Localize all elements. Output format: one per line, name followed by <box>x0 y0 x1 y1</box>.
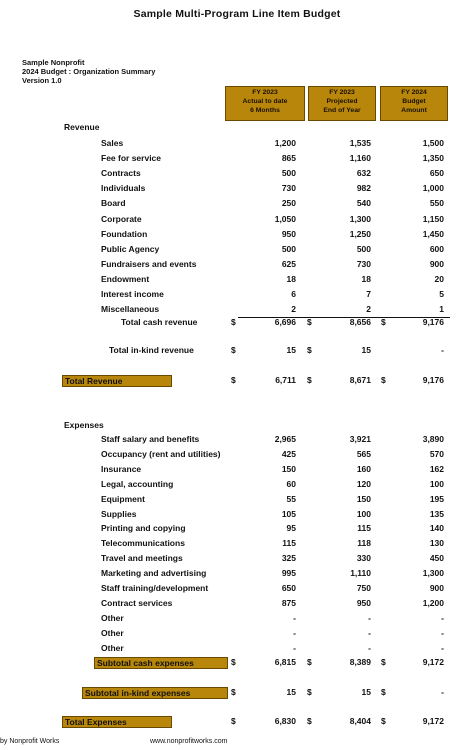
table-row <box>0 523 474 538</box>
value-actual: 730 <box>281 183 296 194</box>
value-budget: 1,500 <box>422 138 444 148</box>
column-header-line: FY 2023 <box>252 89 278 96</box>
value-actual: 425 <box>281 448 296 459</box>
value-projected: 1,250 <box>349 228 371 239</box>
table-row <box>0 198 474 213</box>
currency-sign: $ <box>307 345 312 355</box>
row-label: Total Expenses <box>62 716 172 728</box>
value-actual: 15 <box>286 687 296 697</box>
budget-line: 2024 Budget : Organization Summary <box>22 67 156 76</box>
value-actual: 115 <box>282 538 296 549</box>
table-row <box>0 259 474 274</box>
value-budget: 135 <box>429 508 444 519</box>
table-row <box>0 583 474 598</box>
row-label: Foundation <box>101 228 148 239</box>
table-row <box>0 168 474 183</box>
value-budget: 1,200 <box>422 597 444 608</box>
value-budget: 140 <box>429 523 444 534</box>
value-budget: 570 <box>429 448 444 459</box>
currency-sign: $ <box>381 687 386 697</box>
value-actual: 2 <box>291 304 296 315</box>
currency-sign: $ <box>231 375 236 385</box>
value-actual: 6,711 <box>275 375 296 385</box>
value-actual: 105 <box>281 508 296 519</box>
value-budget: 600 <box>429 243 444 254</box>
value-projected: 982 <box>356 183 371 194</box>
currency-sign: $ <box>307 657 312 667</box>
currency-sign: $ <box>381 657 386 667</box>
value-budget: 5 <box>439 289 444 299</box>
table-row <box>0 289 474 304</box>
value-projected: 500 <box>356 243 371 254</box>
table-row <box>0 538 474 553</box>
row-label: Contracts <box>101 168 141 179</box>
value-budget: 3,890 <box>422 434 444 444</box>
value-actual: 2,965 <box>274 434 296 444</box>
column-header-actual <box>225 86 305 121</box>
table-row <box>0 568 474 583</box>
value-actual: 950 <box>281 228 296 239</box>
value-budget: 20 <box>434 273 444 284</box>
revenue-heading: Revenue <box>64 122 100 132</box>
row-label: Contract services <box>101 597 173 608</box>
value-projected: 15 <box>361 345 371 355</box>
currency-sign: $ <box>231 687 236 697</box>
row-label: Public Agency <box>101 243 160 254</box>
expenses-heading: Expenses <box>64 420 104 430</box>
currency-sign: $ <box>231 317 236 327</box>
value-projected: 8,656 <box>349 317 371 327</box>
value-budget: 450 <box>429 553 444 564</box>
value-projected: 2 <box>366 304 371 315</box>
value-projected: 100 <box>356 508 371 519</box>
column-header-projected <box>308 86 376 121</box>
row-label: Corporate <box>101 213 142 224</box>
table-row <box>0 479 474 494</box>
table-row <box>0 628 474 643</box>
row-label: Board <box>101 198 126 209</box>
total-expenses-row <box>0 716 474 731</box>
table-row <box>0 598 474 613</box>
row-label: Travel and meetings <box>101 553 183 564</box>
value-actual: 625 <box>281 258 296 269</box>
currency-sign: $ <box>231 657 236 667</box>
value-projected: 750 <box>356 583 371 593</box>
currency-sign: $ <box>307 716 312 726</box>
value-projected: 1,110 <box>350 568 371 579</box>
value-projected: 1,160 <box>349 153 371 164</box>
column-header-line: Projected <box>326 98 358 105</box>
value-actual: - <box>293 627 296 638</box>
value-projected: 120 <box>356 478 371 489</box>
value-actual: 865 <box>281 153 296 164</box>
value-actual: 95 <box>286 523 296 534</box>
column-header-line: End of Year <box>323 107 361 114</box>
value-actual: 500 <box>281 243 296 254</box>
version-label: Version 1.0 <box>22 76 62 85</box>
value-actual: 15 <box>286 345 296 355</box>
column-header-line: Actual to date <box>242 98 288 105</box>
value-actual: 6,830 <box>274 716 296 726</box>
row-label: Equipment <box>101 493 145 504</box>
row-label: Staff salary and benefits <box>101 434 200 444</box>
value-budget: 900 <box>429 258 444 269</box>
value-budget: 650 <box>429 168 444 179</box>
value-actual: - <box>293 642 296 653</box>
table-row <box>0 434 474 449</box>
value-budget: 1,000 <box>422 183 444 194</box>
column-header-line: 6 Months <box>250 107 280 114</box>
table-row <box>0 509 474 524</box>
value-actual: 1,200 <box>274 138 296 148</box>
row-label: Subtotal cash expenses <box>94 657 228 669</box>
value-budget: 1,350 <box>422 153 444 164</box>
row-label: Endowment <box>101 273 150 284</box>
row-label: Other <box>101 612 124 623</box>
total-revenue-row <box>0 375 474 390</box>
currency-sign: $ <box>381 317 386 327</box>
row-label: Individuals <box>101 183 146 194</box>
value-budget: - <box>441 345 444 355</box>
total-inkind-revenue-row <box>0 345 474 360</box>
table-row <box>0 229 474 244</box>
value-budget: 9,172 <box>422 716 444 726</box>
currency-sign: $ <box>307 375 312 385</box>
value-budget: 1 <box>439 304 444 315</box>
value-budget: - <box>441 687 444 697</box>
column-header-budget <box>380 86 448 121</box>
value-projected: 15 <box>361 687 371 697</box>
value-projected: - <box>368 612 371 623</box>
currency-sign: $ <box>381 375 386 385</box>
row-label: Printing and copying <box>101 523 186 534</box>
row-label: Occupancy (rent and utilities) <box>101 448 221 459</box>
value-actual: 150 <box>281 463 296 474</box>
table-row <box>0 274 474 289</box>
row-label: Telecommunications <box>101 538 185 549</box>
total-cash-revenue-row <box>0 317 474 332</box>
value-budget: - <box>441 642 444 653</box>
page-title: Sample Multi-Program Line Item Budget <box>133 8 341 20</box>
row-label: Other <box>101 642 124 653</box>
value-budget: 195 <box>429 493 444 504</box>
row-label: Sales <box>101 138 124 148</box>
value-budget: 100 <box>429 478 444 489</box>
currency-sign: $ <box>381 716 386 726</box>
row-label: Staff training/development <box>101 583 209 593</box>
value-actual: 250 <box>281 198 296 209</box>
value-projected: 3,921 <box>349 434 371 444</box>
row-label: Miscellaneous <box>101 304 160 315</box>
value-actual: 6,815 <box>274 657 296 667</box>
row-label: Subtotal in-kind expenses <box>82 687 228 699</box>
table-row <box>0 153 474 168</box>
value-projected: 632 <box>356 168 371 179</box>
row-label: Marketing and advertising <box>101 568 207 579</box>
org-name: Sample Nonprofit <box>22 58 85 67</box>
value-budget: 9,176 <box>422 375 444 385</box>
row-label: Total cash revenue <box>121 317 198 327</box>
value-actual: 1,050 <box>274 213 296 224</box>
table-row <box>0 613 474 628</box>
row-label: Total in-kind revenue <box>109 345 194 355</box>
currency-sign: $ <box>231 716 236 726</box>
currency-sign: $ <box>231 345 236 355</box>
column-header-line: Budget <box>402 98 426 105</box>
value-actual: 60 <box>286 478 296 489</box>
value-budget: 1,300 <box>422 568 444 579</box>
table-row <box>0 244 474 259</box>
value-projected: 7 <box>366 289 371 299</box>
value-projected: 150 <box>356 493 371 504</box>
value-budget: 550 <box>429 198 444 209</box>
row-label: Insurance <box>101 463 142 474</box>
value-budget: 1,150 <box>422 213 444 224</box>
table-row <box>0 494 474 509</box>
table-row <box>0 449 474 464</box>
value-budget: 900 <box>429 583 444 593</box>
table-row <box>0 214 474 229</box>
currency-sign: $ <box>307 687 312 697</box>
value-projected: 18 <box>361 273 371 284</box>
value-projected: 730 <box>356 258 371 269</box>
table-row <box>0 553 474 568</box>
row-label: Other <box>101 627 124 638</box>
value-actual: 6 <box>291 289 296 299</box>
value-actual: 325 <box>281 553 296 564</box>
value-actual: 650 <box>281 583 296 593</box>
row-label: Legal, accounting <box>101 478 174 489</box>
table-row <box>0 464 474 479</box>
value-budget: 1,450 <box>422 228 444 239</box>
row-label: Fee for service <box>101 153 162 164</box>
value-budget: 9,176 <box>422 317 444 327</box>
value-projected: 540 <box>356 198 371 209</box>
value-projected: 8,389 <box>349 657 371 667</box>
table-row <box>0 183 474 198</box>
footer-credit: by Nonprofit Works <box>0 738 60 745</box>
value-projected: 1,535 <box>349 138 371 148</box>
value-projected: 160 <box>356 463 371 474</box>
value-projected: 8,671 <box>349 375 371 385</box>
value-actual: 18 <box>286 273 296 284</box>
column-header-line: Amount <box>401 107 427 114</box>
value-actual: 6,696 <box>274 317 296 327</box>
row-label: Total Revenue <box>62 375 172 387</box>
value-budget: - <box>441 627 444 638</box>
value-projected: 115 <box>357 523 371 534</box>
row-label: Interest income <box>101 289 164 299</box>
row-label: Fundraisers and events <box>101 258 197 269</box>
currency-sign: $ <box>307 317 312 327</box>
value-actual: 500 <box>281 168 296 179</box>
table-row <box>0 138 474 153</box>
value-budget: 9,172 <box>422 657 444 667</box>
table-row <box>0 643 474 658</box>
value-actual: 875 <box>281 597 296 608</box>
value-budget: 130 <box>429 538 444 549</box>
value-projected: 1,300 <box>349 213 371 224</box>
column-header-line: FY 2023 <box>329 89 355 96</box>
value-projected: 8,404 <box>349 716 371 726</box>
value-actual: 995 <box>281 568 296 579</box>
value-projected: 330 <box>356 553 371 564</box>
value-budget: - <box>441 612 444 623</box>
value-projected: - <box>368 627 371 638</box>
subtotal-inkind-expenses-row <box>0 687 474 702</box>
footer-website[interactable]: www.nonprofitworks.com <box>150 738 228 745</box>
row-label: Supplies <box>101 508 137 519</box>
value-budget: 162 <box>429 463 444 474</box>
subtotal-cash-expenses-row <box>0 657 474 672</box>
value-projected: 565 <box>356 448 371 459</box>
column-header-line: FY 2024 <box>401 89 427 96</box>
value-actual: - <box>293 612 296 623</box>
value-projected: 950 <box>356 597 371 608</box>
value-actual: 55 <box>286 493 296 504</box>
value-projected: 118 <box>357 538 371 549</box>
value-projected: - <box>368 642 371 653</box>
